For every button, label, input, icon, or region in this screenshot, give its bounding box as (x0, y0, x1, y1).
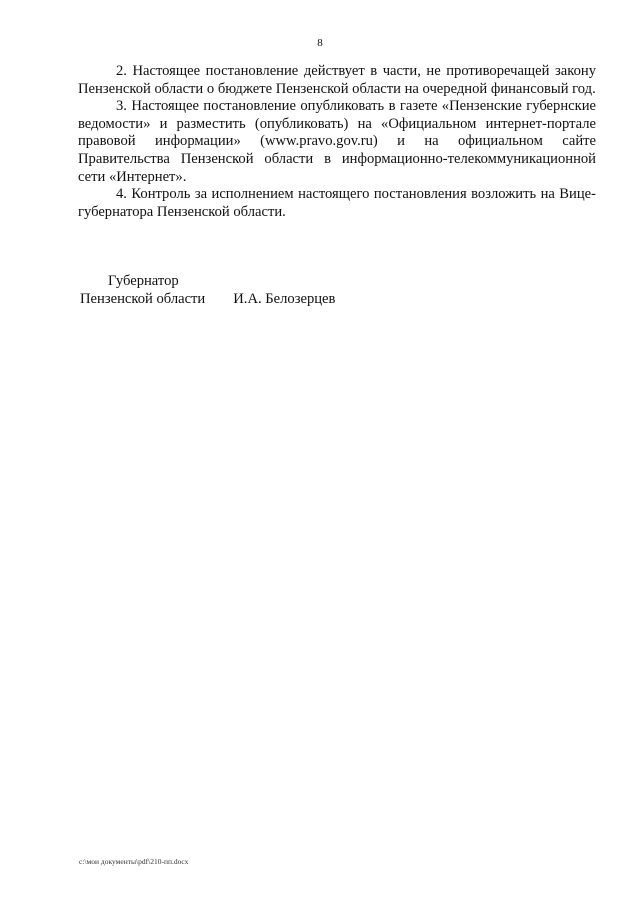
paragraph-4: 4. Контроль за исполнением настоящего постановления возложить на Вице-губернатора Пензенской области. (78, 186, 596, 220)
paragraph-2: 2. Настоящее постановление действует в части, не противоречащей закону Пензенской области о бюджете Пензенской области на очередной финансовый год. (78, 63, 596, 97)
signatory-title-line2: Пензенской области (80, 291, 206, 307)
signature-block (80, 272, 335, 308)
page-number: 8 (317, 37, 323, 49)
paragraph-3: 3. Настоящее постановление опубликовать в газете «Пензенские губернские ведомости» и разместить (опубликовать) на «Официальном интернет-портале правовой информации» (www.pravo.gov.ru) и на официальном сайте Правительства Пензенской области в информационно-телекоммуникационной сети «Интернет». (78, 98, 596, 185)
footer-file-path: c:\мои документы\pdf\210-пп.docx (79, 857, 189, 866)
document-body (78, 63, 596, 221)
signatory-name: И.А. Белозерцев (233, 291, 336, 307)
signatory-title-line1: Губернатор (108, 273, 179, 289)
